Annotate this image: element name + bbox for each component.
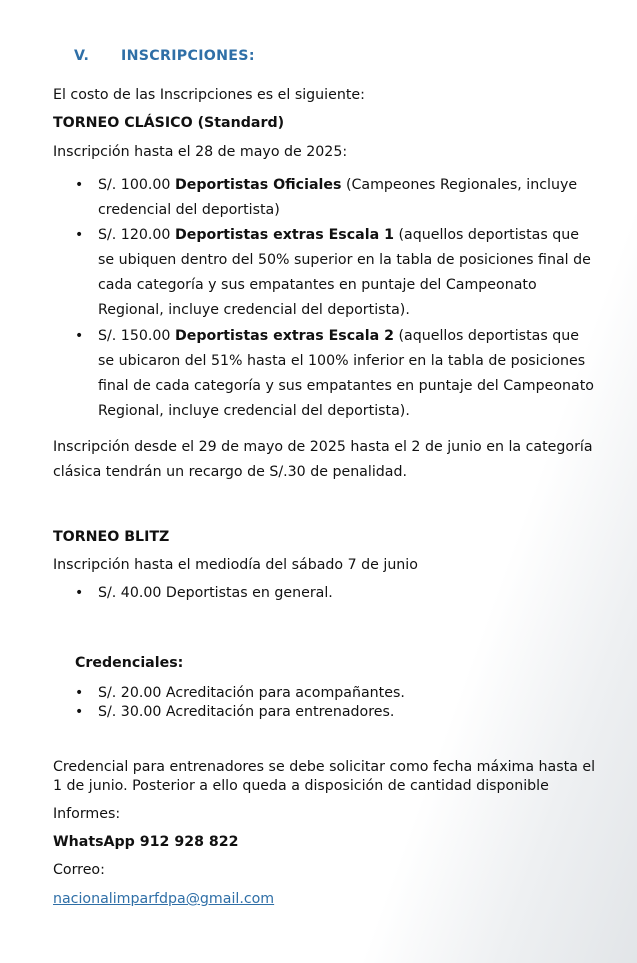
bullet-icon: • [75, 328, 84, 344]
item-line: Regional, incluye credencial del deportista). [98, 403, 410, 419]
credential-item-1: S/. 20.00 Acreditación para acompañantes. [98, 685, 405, 701]
blitz-deadline: Inscripción hasta el mediodía del sábado 7 de junio [53, 557, 418, 573]
item-label: Deportistas extras Escala 2 [174, 328, 394, 344]
classic-title: TORNEO CLÁSICO (Standard) [53, 115, 285, 131]
credential-item-2: S/. 30.00 Acreditación para entrenadores. [98, 704, 395, 720]
classic-item-3 [98, 324, 598, 424]
email-link[interactable]: nacionalimparfdpa@gmail.com [53, 891, 275, 907]
whatsapp-number: WhatsApp 912 928 822 [53, 834, 239, 850]
section-title: INSCRIPCIONES: [121, 48, 255, 64]
item-price: S/. 100.00 [98, 177, 171, 193]
blitz-title: TORNEO BLITZ [53, 529, 170, 545]
informes-label: Informes: [53, 806, 121, 822]
item-text: (Campeones Regionales, incluye [345, 177, 578, 193]
section-number: V. [74, 48, 90, 64]
bullet-icon: • [75, 704, 84, 720]
classic-item-2 [98, 223, 598, 323]
item-line: Regional, incluye credencial del deportista). [98, 302, 410, 318]
item-line: se ubicaron del 51% hasta el 100% inferior en la tabla de posiciones [98, 353, 586, 369]
credentials-title: Credenciales: [75, 655, 184, 671]
blitz-item: S/. 40.00 Deportistas en general. [98, 585, 333, 601]
credential-note-line-2: 1 de junio. Posterior a ello queda a disposición de cantidad disponible [53, 778, 549, 794]
bullet-icon: • [75, 227, 84, 243]
email-label: Correo: [53, 862, 105, 878]
item-price: S/. 120.00 [98, 227, 171, 243]
item-line: cada categoría y sus empatantes en puntaje del Campeonato [98, 277, 537, 293]
credential-note-line-1: Credencial para entrenadores se debe solicitar como fecha máxima hasta el [53, 759, 596, 775]
item-text: (aquellos deportistas que [398, 227, 579, 243]
item-line: credencial del deportista) [98, 202, 280, 218]
section-heading [74, 48, 255, 64]
item-label: Deportistas extras Escala 1 [174, 227, 394, 243]
bullet-icon: • [75, 585, 84, 601]
late-fee-line-2: clásica tendrán un recargo de S/.30 de penalidad. [53, 464, 407, 480]
bullet-icon: • [75, 177, 84, 193]
late-fee-line-1: Inscripción desde el 29 de mayo de 2025 hasta el 2 de junio en la categoría [53, 439, 593, 455]
intro-text: El costo de las Inscripciones es el siguiente: [53, 87, 365, 103]
bullet-icon: • [75, 685, 84, 701]
classic-deadline: Inscripción hasta el 28 de mayo de 2025: [53, 144, 348, 160]
item-text: (aquellos deportistas que [398, 328, 579, 344]
classic-item-1 [98, 173, 598, 223]
item-price: S/. 150.00 [98, 328, 171, 344]
item-label: Deportistas Oficiales [174, 177, 342, 193]
item-line: final de cada categoría y sus empatantes en puntaje del Campeonato [98, 378, 594, 394]
item-line: se ubiquen dentro del 50% superior en la tabla de posiciones final de [98, 252, 591, 268]
